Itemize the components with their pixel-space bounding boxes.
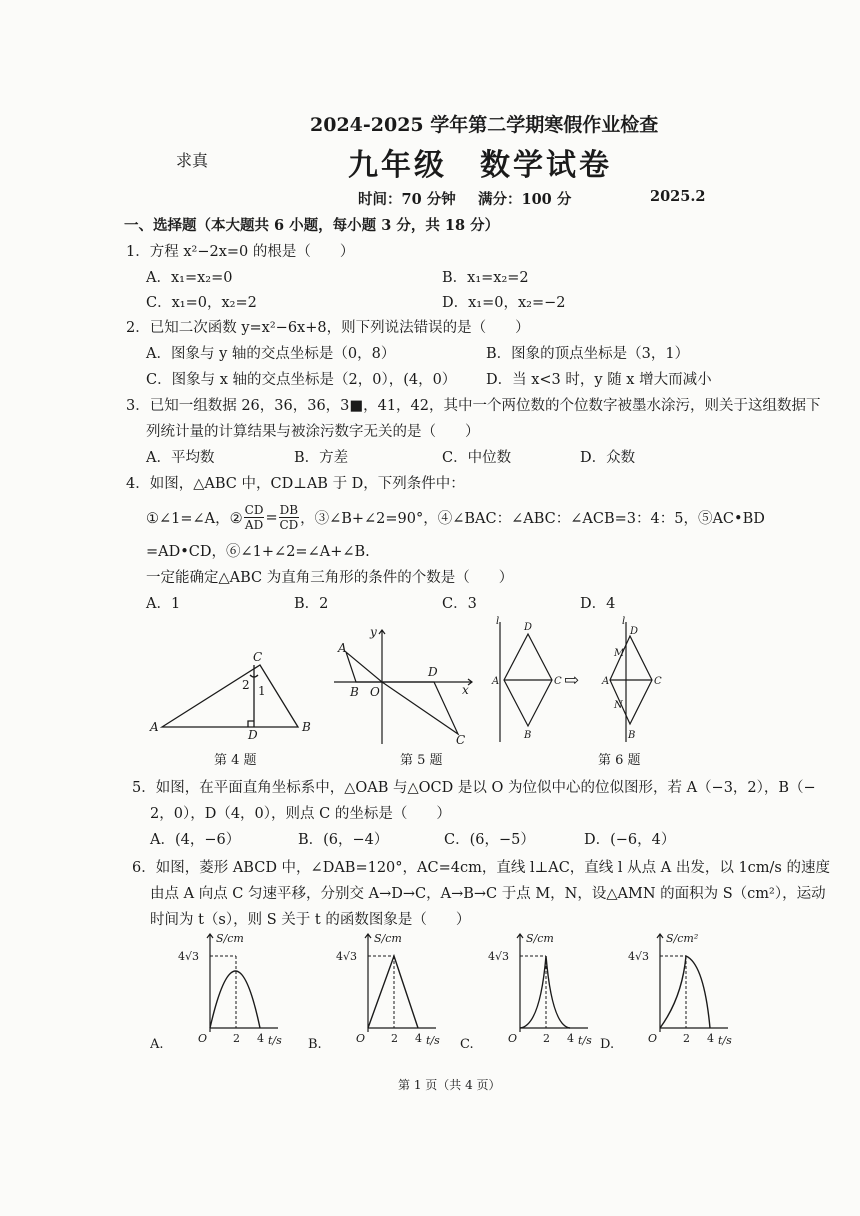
q6-graph-b-option-label: B. [308,1037,322,1052]
q6-graph-c-peak-label: 4√3 [488,950,510,963]
q6-graph-d-tick-2: 2 [683,1032,690,1045]
f4-triangle-abc [162,665,298,727]
q4-line3: =AD•CD，⑥∠1+∠2=∠A+∠B. [146,544,370,560]
q1-stem: 1．方程 x²−2x=0 的根是（ ） [126,244,355,260]
q5-option-d: D．(−6，4） [584,832,676,848]
q1-option-b: B．x₁=x₂=2 [442,270,529,286]
f4-angle-2: 2 [242,678,250,692]
q4-frac-equals: = [265,509,278,526]
caption-figure-6: 第 6 题 [598,753,641,768]
q6-graph-c-option-label: C. [460,1037,474,1052]
f6-label-a-right: A [602,676,610,687]
exam-subject: 九年级 数学试卷 [348,148,612,183]
q6-graph-b-peak-label: 4√3 [336,950,358,963]
exam-date: 2025.2 [650,188,706,205]
f6-label-b-left: B [524,730,532,741]
f6-label-d-right: D [630,626,639,637]
q5-line1: 5．如图，在平面直角坐标系中，△OAB 与△OCD 是以 O 为位似中心的位似图形，若 A（−3，2），B（− [132,780,816,796]
f5-label-d: D [428,665,438,679]
figure-4-triangle [140,645,320,740]
q3-option-a: A．平均数 [146,450,215,466]
q4-option-b: B．2 [294,596,329,612]
q1-option-c: C．x₁=0，x₂=2 [146,295,257,311]
f6-label-a-left: A [492,676,500,687]
page-footer: 第 1 页（共 4 页） [398,1078,501,1092]
school-name: 求真 [176,151,209,170]
q6-graph-d-peak-label: 4√3 [628,950,650,963]
q5-option-c: C．(6，−5） [444,832,535,848]
q4-cond-start: ①∠1=∠A，② [146,511,243,527]
f5-triangle-ocd [382,682,458,734]
q6-line3: 时间为 t（s），则 S 关于 t 的函数图象是（ ） [150,912,471,928]
f5-label-x: x [462,683,469,697]
q4-option-a: A．1 [146,596,181,612]
q3-option-c: C．中位数 [442,450,512,466]
f4-label-a: A [150,720,159,734]
q4-cond-end: ，③∠B+∠2=90°，④∠BAC：∠ABC：∠ACB=3：4：5，⑤AC•BD [300,511,765,527]
q4-frac1-num: CD [244,503,264,517]
exam-title: 2024-2025 学年第二学期寒假作业检查 [310,114,659,136]
q2-option-d: D．当 x<3 时，y 随 x 增大而减小 [486,372,712,388]
f6-label-c-left: C [554,676,562,687]
q6-graph-a-origin: O [198,1032,208,1045]
f6-transition-arrow-icon: ⇨ [564,670,580,691]
q5-option-b: B．(6，−4） [298,832,389,848]
q4-frac2-num: DB [279,503,299,517]
q6-graph-d-option-label: D. [600,1037,615,1052]
q6-graph-b-origin: O [356,1032,366,1045]
f4-angle-1: 1 [258,684,266,698]
f6-label-c-right: C [654,676,662,687]
q4-fraction-2 [279,503,299,532]
q4-line1: 4．如图，△ABC 中，CD⊥AB 于 D，下列条件中： [126,476,465,492]
f5-label-y: y [370,625,377,639]
f5-label-b: B [350,685,359,699]
q6-graph-d-t-label: t/s [718,1034,732,1047]
q4-conditions-line [146,503,765,532]
q6-graph-d-tick-4: 4 [707,1032,714,1045]
exam-score: 满分：100 分 [478,191,572,208]
f6-label-m: M [614,648,625,659]
f6-label-l-right: l [622,616,626,627]
f4-label-d: D [248,728,258,740]
q6-graph-d-s-label: S/cm² [666,932,699,945]
q6-graph-c-t-label: t/s [578,1034,592,1047]
q4-fraction-1 [244,503,265,532]
q3-line1: 3．已知一组数据 26，36，36，3■，41，42，其中一个两位数的个位数字被墨水涂污，则关于这组数据下 [126,398,821,414]
f5-triangle-oab [346,652,382,682]
q6-graph-a-tick-4: 4 [257,1032,264,1045]
f6-label-l-left: l [496,616,500,627]
q1-option-d: D．x₁=0，x₂=−2 [442,295,566,311]
q6-graph-c-tick-2: 2 [543,1032,550,1045]
q6-line1: 6．如图，菱形 ABCD 中，∠DAB=120°，AC=4cm，直线 l⊥AC，直线 l 从点 A 出发，以 1cm/s 的速度 [132,860,830,876]
figure-6-rhombus [488,616,678,746]
caption-figure-5: 第 5 题 [400,753,443,768]
q2-option-b: B．图象的顶点坐标是（3，1） [486,346,690,362]
q6-graph-d-origin: O [648,1032,658,1045]
q6-graph-b-tick-2: 2 [391,1032,398,1045]
f4-right-angle-mark [248,721,254,727]
q4-frac2-den: CD [279,518,299,532]
q4-option-d: D．4 [580,596,616,612]
q6-graph-a-t-label: t/s [268,1034,282,1047]
q6-graph-c-origin: O [508,1032,518,1045]
q6-graphs [150,926,790,1056]
q5-line2: 2，0），D（4，0），则点 C 的坐标是（ ） [150,806,451,822]
f5-label-o: O [370,685,380,699]
q6-graph-a-curve [210,971,260,1028]
q6-graph-group [150,932,732,1052]
q6-line2: 由点 A 向点 C 匀速平移，分别交 A→D→C，A→B→C 于点 M，N，设△AMN 的面积为 S（cm²），运动 [150,886,826,902]
q6-graph-b-tick-4: 4 [415,1032,422,1045]
f4-label-c: C [253,650,263,664]
q1-option-a: A．x₁=x₂=0 [146,270,233,286]
q2-option-c: C．图象与 x 轴的交点坐标是（2，0），(4，0） [146,372,457,388]
q5-option-a: A．(4，−6） [150,832,241,848]
section-heading: 一、选择题（本大题共 6 小题，每小题 3 分，共 18 分） [124,217,500,234]
q6-graph-c-tick-4: 4 [567,1032,574,1045]
q6-graph-b-s-label: S/cm [374,932,402,945]
f6-label-n: N [614,700,623,711]
q6-graph-d-curve [660,956,710,1028]
q6-graph-a-s-label: S/cm [216,932,244,945]
q6-graph-b-curve [368,956,418,1028]
figure-5-coordinate [330,622,480,747]
q4-frac1-den: AD [244,518,264,532]
caption-figure-4: 第 4 题 [214,753,257,768]
q2-stem: 2．已知二次函数 y=x²−6x+8，则下列说法错误的是（ ） [126,320,530,336]
q6-graph-b-t-label: t/s [426,1034,440,1047]
q3-option-d: D．众数 [580,450,636,466]
q4-option-c: C．3 [442,596,477,612]
q6-graph-c-s-label: S/cm [526,932,554,945]
f6-label-d-left: D [524,622,533,633]
q6-graph-a-peak-label: 4√3 [178,950,200,963]
q6-graph-a-tick-2: 2 [233,1032,240,1045]
f5-label-c: C [456,733,466,747]
exam-time: 时间：70 分钟 [358,191,456,208]
f6-label-b-right: B [628,730,636,741]
q2-option-a: A．图象与 y 轴的交点坐标是（0，8） [146,346,396,362]
q3-option-b: B．方差 [294,450,349,466]
q4-line4: 一定能确定△ABC 为直角三角形的条件的个数是（ ） [146,570,514,586]
q3-line2: 列统计量的计算结果与被涂污数字无关的是（ ） [146,424,480,440]
q6-graph-a-option-label: A. [150,1037,164,1052]
q6-graph-c-curve [520,956,570,1028]
f5-label-a: A [338,641,347,655]
f4-label-b: B [302,720,311,734]
